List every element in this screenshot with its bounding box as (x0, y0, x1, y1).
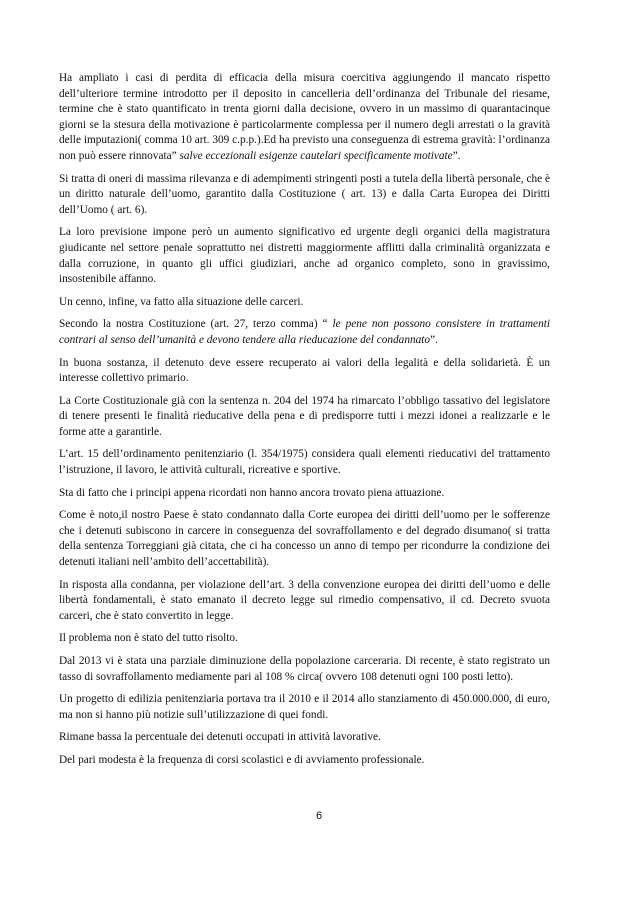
paragraph (59, 753, 550, 769)
paragraph (59, 654, 550, 685)
page-body (59, 71, 550, 776)
text-segment: In risposta alla condanna, per violazione dell’art. 3 della convenzione europea dei diritti dell’uomo e delle libertà fondamentali, è stato emanato il decreto legge sul rimedio compensativo, il cd. Decreto svuota carceri, che è stato convertito in legge. (59, 578, 550, 622)
text-segment: ”. (452, 149, 461, 162)
text-segment: Sta di fatto che i principi appena ricordati non hanno ancora trovato piena attuazione. (59, 486, 445, 499)
paragraph (59, 295, 550, 311)
paragraph (59, 71, 550, 165)
text-segment: Come è noto,il nostro Paese è stato condannato dalla Corte europea dei diritti dell’uomo per le sofferenze che i detenuti subiscono in carcere in conseguenza del sovraffollamento e del degrado disumano( si tratta della sentenza Torreggiani già citata, che ci ha concesso un anno di tempo per ricondurre la condizione dei detenuti italiani nell’ambito dell’accettabilità). (59, 509, 550, 569)
paragraph (59, 692, 550, 723)
text-segment: ”. (430, 333, 438, 346)
text-segment: Rimane bassa la percentuale dei detenuti occupati in attività lavorative. (59, 731, 381, 744)
paragraph (59, 317, 550, 348)
italic-quote: salve eccezionali esigenze cautelari specificamente motivate (179, 149, 453, 162)
text-segment: Il problema non è stato del tutto risolto. (59, 632, 238, 645)
text-segment: Dal 2013 vi è stata una parziale diminuzione della popolazione carceraria. Di recente, è stato registrato un tasso di sovraffollamento mediamente pari al 108 % circa( ovvero 108 detenuti ogni 100 posti letto). (59, 655, 550, 683)
paragraph (59, 356, 550, 387)
paragraph (59, 508, 550, 570)
paragraph (59, 394, 550, 441)
italic-quote: le pene non possono consistere in trattamenti contrari al senso dell’umanità e devono tendere alla rieducazione del condannato (59, 318, 550, 346)
text-segment: Un progetto di edilizia penitenziaria portava tra il 2010 e il 2014 allo stanziamento di 450.000.000, di euro, ma non si hanno più notizie sull’utilizzazione di quei fondi. (59, 693, 550, 721)
paragraph (59, 631, 550, 647)
text-segment: Un cenno, infine, va fatto alla situazione delle carceri. (59, 295, 304, 308)
paragraph (59, 225, 550, 287)
text-segment: L’art. 15 dell’ordinamento penitenziario (l. 354/1975) considera quali elementi rieducativi del trattamento l’istruzione, il lavoro, le attività culturali, ricreative e sportive. (59, 448, 550, 477)
paragraph (59, 172, 550, 219)
text-segment: Del pari modesta è la frequenza di corsi scolastici e di avviamento professionale. (59, 753, 425, 766)
text-segment: Secondo la nostra Costituzione (art. 27, terzo comma) “ (59, 318, 333, 331)
paragraph (59, 447, 550, 478)
text-segment: La loro previsione impone però un aumento significativo ed urgente degli organici della magistratura giudicante nel settore penale soprattutto nei distretti maggiormente afflitti dalla criminalità organizzata e dalla corruzione, in quanto gli uffici giudiziari, anche ad organico completo, sono in gravissimo, insostenibile affanno. (59, 226, 550, 286)
text-segment: La Corte Costituzionale già con la sentenza n. 204 del 1974 ha rimarcato l’obbligo tassativo del legislatore di tenere presenti le finalità rieducative della pena e di predisporre tutti i mezzi idonei a realizzarle e le forme atte a garantirle. (59, 394, 550, 438)
paragraph (59, 578, 550, 625)
text-segment: In buona sostanza, il detenuto deve essere recuperato ai valori della legalità e della solidarietà. È un interesse collettivo primario. (59, 356, 550, 385)
text-segment: Si tratta di oneri di massima rilevanza e di adempimenti stringenti posti a tutela della libertà personale, che è un diritto naturale dell’uomo, garantito dalla Costituzione ( art. 13) e dalla Carta Europea dei Diritti dell’Uomo ( art. 6). (59, 172, 550, 216)
page-number: 6 (315, 810, 323, 822)
paragraph (59, 730, 550, 746)
text-segment: Ha ampliato i casi di perdita di efficacia della misura coercitiva aggiungendo il mancato rispetto dell’ulteriore termine introdotto per il deposito in cancelleria dell’ordinanza del Tribunale del riesame, termine che è stato quantificato in trenta giorni dalla decisione, ovvero in un massimo di quarantacinque giorni se la stesura della motivazione è particolarmente complessa per il numero degli arrestati o la gravità delle imputazioni( comma 10 art. 309 c.p.p.).Ed ha previsto una conseguenza di estrema gravità: l’ordinanza non può essere rinnovata” (59, 72, 550, 162)
paragraph (59, 486, 550, 502)
